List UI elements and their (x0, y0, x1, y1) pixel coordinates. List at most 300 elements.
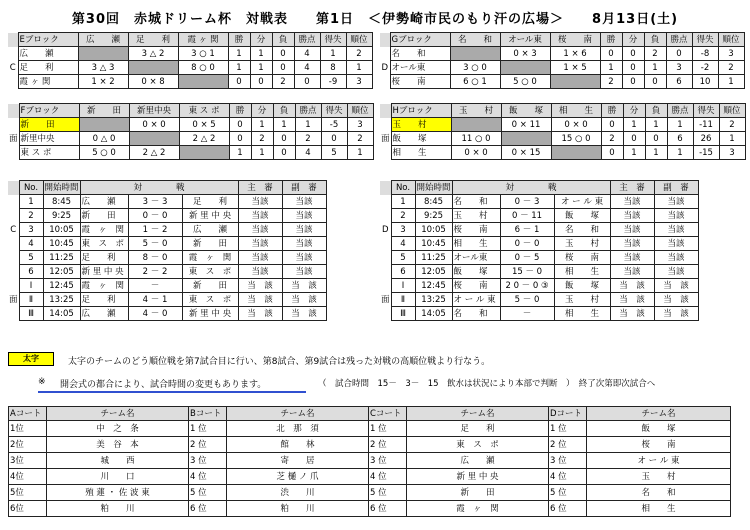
block-cell: 4 (294, 47, 320, 61)
block-header-cell: 得失 (693, 104, 719, 118)
match-cell: 4 － 1 (128, 293, 182, 307)
block-header-row (8, 104, 373, 118)
match-cell: 当該 (238, 223, 282, 237)
block-header-cell: 勝 (229, 104, 251, 118)
block-header-cell: 得失 (321, 104, 347, 118)
match-cell: 相 生 (554, 307, 610, 321)
rank-cell: 3 位 (189, 453, 227, 469)
court-row (9, 437, 731, 453)
court-row (9, 421, 731, 437)
match-cell: 13:25 (415, 293, 452, 307)
schedule-change-note: 開会式の都合により、試合時間の変更もあります。 (60, 380, 267, 390)
match-cell: 足 利 (80, 293, 128, 307)
match-cell: 9:25 (415, 209, 452, 223)
match-row (8, 237, 326, 251)
match-cell: 飯 塚 (554, 279, 610, 293)
schedule-side-label (380, 265, 391, 279)
block-cell: 5 ○ 0 (500, 75, 550, 89)
match-cell: Ⅲ (19, 307, 43, 321)
team-name-cell: 桜 南 (390, 75, 450, 89)
match-cell: 霞 ヶ 関 (80, 223, 128, 237)
block-cell: 4 (294, 61, 320, 75)
block-cell: 0 (666, 47, 692, 61)
schedule-side-label (380, 251, 391, 265)
block-cell: -11 (693, 118, 719, 132)
block-header-cell: 新里中央 (129, 104, 179, 118)
block-side-label (380, 47, 390, 61)
match-cell: 2 － 2 (128, 265, 182, 279)
team-cell: 飯 塚 (587, 421, 731, 437)
block-cell: 0 (601, 118, 623, 132)
block-cell (451, 118, 501, 132)
block-cell: 0 × 0 (551, 118, 601, 132)
court-ranking-table (8, 406, 731, 517)
match-cell: 12:05 (415, 265, 452, 279)
block-header-cell: 順位 (718, 33, 744, 47)
match-cell: 広 瀬 (80, 307, 128, 321)
legend-bold-box: 太字 (8, 352, 54, 366)
block-row (380, 61, 744, 75)
block-header-row (380, 33, 744, 47)
block-cell: 2 (644, 47, 666, 61)
match-row (8, 307, 326, 321)
team-cell: 足 利 (407, 421, 549, 437)
team-cell: 殖 蓮 ・ 佐 波 東 (47, 485, 189, 501)
rank-cell: 1 位 (369, 421, 407, 437)
block-row (8, 47, 372, 61)
match-cell: 11:25 (415, 251, 452, 265)
match-cell: 当 該 (654, 307, 698, 321)
team-cell: 霞 ヶ 関 (407, 501, 549, 517)
match-cell: 12:45 (43, 279, 80, 293)
rank-cell: 6位 (9, 501, 47, 517)
block-cell: 3 (718, 47, 744, 61)
match-row (8, 251, 326, 265)
court-header-cell: Dコート (549, 407, 587, 421)
rank-cell: 2 位 (189, 437, 227, 453)
match-cell: 8 － 0 (128, 251, 182, 265)
block-side-label (380, 104, 391, 118)
block-row (8, 132, 373, 146)
block-cell (450, 47, 500, 61)
block-cell: 0 (272, 61, 294, 75)
match-cell: 14:05 (415, 307, 452, 321)
block-header-cell: 得失 (692, 33, 718, 47)
match-cell: 10:05 (415, 223, 452, 237)
block-cell: 0 (228, 75, 250, 89)
court-header-cell: チーム名 (47, 407, 189, 421)
schedule-table (380, 180, 699, 321)
block-cell: 1 (250, 61, 272, 75)
rank-cell: 1位 (9, 421, 47, 437)
block-header-cell: 負 (644, 33, 666, 47)
match-cell: 名 和 (554, 223, 610, 237)
block-cell: 1 (295, 118, 321, 132)
schedule-side-label (380, 181, 391, 195)
match-cell: 12:45 (415, 279, 452, 293)
match-row (8, 279, 326, 293)
block-cell: 2 △ 2 (179, 132, 229, 146)
block-cell: 0 × 3 (500, 47, 550, 61)
match-cell: 当該 (610, 237, 654, 251)
match-cell: 当 該 (610, 279, 654, 293)
match-cell: 当該 (654, 223, 698, 237)
match-cell: 当該 (238, 195, 282, 209)
block-header-cell: 霞 ヶ 関 (178, 33, 228, 47)
match-row (380, 279, 698, 293)
rank-cell: 3位 (9, 453, 47, 469)
match-cell: 5 － 0 (500, 293, 554, 307)
rank-cell: 5 位 (369, 485, 407, 501)
match-cell: － (500, 307, 554, 321)
block-cell: 15 ○ 0 (551, 132, 601, 146)
block-cell: 0 △ 0 (79, 132, 129, 146)
match-cell: 14:05 (43, 307, 80, 321)
match-cell: 当該 (610, 209, 654, 223)
block-table (380, 32, 745, 89)
match-cell: 11:25 (43, 251, 80, 265)
match-row (380, 307, 698, 321)
match-cell: Ⅱ (391, 293, 415, 307)
schedule-header-cell: 対 戦 (452, 181, 610, 195)
block-cell: 0 × 11 (501, 118, 551, 132)
match-cell: 当該 (238, 251, 282, 265)
rank-cell: 3 位 (549, 453, 587, 469)
rank-cell: 3 位 (369, 453, 407, 469)
block-cell: 4 (295, 146, 321, 160)
match-cell: 当該 (282, 195, 326, 209)
schedule-header-cell: 副 審 (654, 181, 698, 195)
block-cell: 8 (320, 61, 346, 75)
block-header-cell: 勝 (601, 104, 623, 118)
match-cell: 当 該 (610, 293, 654, 307)
schedule-side-label: D (380, 223, 391, 237)
block-cell: 1 (273, 118, 295, 132)
match-cell: 足 利 (80, 251, 128, 265)
rank-cell: 4 位 (549, 469, 587, 485)
team-cell: 川 口 (47, 469, 189, 485)
block-cell (179, 146, 229, 160)
team-cell: 粕 川 (47, 501, 189, 517)
match-cell: 当該 (238, 209, 282, 223)
team-name-cell: 広 瀬 (18, 47, 78, 61)
block-cell (78, 47, 128, 61)
block-cell: 0 (250, 75, 272, 89)
block-header-cell: 順位 (719, 104, 745, 118)
match-cell: 15 － 0 (500, 265, 554, 279)
match-cell: 当 該 (282, 279, 326, 293)
match-cell: Ⅰ (19, 279, 43, 293)
block-side-label (8, 47, 18, 61)
block-cell (178, 75, 228, 89)
block-cell: 0 × 15 (501, 146, 551, 160)
match-cell: 相 生 (554, 265, 610, 279)
match-cell: Ⅱ (19, 293, 43, 307)
rank-cell: 1 位 (189, 421, 227, 437)
match-cell: 当 該 (282, 307, 326, 321)
match-row (380, 195, 698, 209)
block-table (8, 32, 373, 89)
court-header-cell: Cコート (369, 407, 407, 421)
block-header-cell: オール東 (500, 33, 550, 47)
schedule-side-label: C (8, 223, 19, 237)
rank-cell: 2 位 (549, 437, 587, 453)
schedule-side-label (380, 237, 391, 251)
block-header-cell: 負 (272, 33, 294, 47)
match-cell: 飯 塚 (452, 265, 500, 279)
block-cell: 1 (667, 146, 693, 160)
match-cell: 0 － 0 (500, 237, 554, 251)
match-cell: 当該 (610, 195, 654, 209)
block-row (380, 47, 744, 61)
note-mark: ※ (38, 377, 46, 387)
block-side-label (380, 75, 390, 89)
match-cell: 当該 (654, 237, 698, 251)
schedule-side-label (8, 251, 19, 265)
block-cell (500, 61, 550, 75)
block-side-label: D (381, 62, 389, 73)
block-cell: 8 ○ 0 (178, 61, 228, 75)
block-header-cell: 分 (622, 33, 644, 47)
court-row (9, 485, 731, 501)
match-cell: 当該 (610, 265, 654, 279)
match-cell: 13:25 (43, 293, 80, 307)
match-cell: 当 該 (238, 293, 282, 307)
court-header-cell: チーム名 (587, 407, 731, 421)
court-header-cell: Aコート (9, 407, 47, 421)
match-cell: 5 － 0 (128, 237, 182, 251)
schedule-side-label (8, 307, 19, 321)
match-cell: 新 田 (80, 209, 128, 223)
rank-cell: 2 位 (369, 437, 407, 453)
block-header-cell: 飯 塚 (501, 104, 551, 118)
match-cell: 当該 (654, 209, 698, 223)
block-header-cell: 順位 (347, 104, 373, 118)
match-cell: 2 (19, 209, 43, 223)
block-cell: 0 × 0 (451, 146, 501, 160)
match-row (380, 265, 698, 279)
schedule-side-label (8, 209, 19, 223)
block-table (380, 103, 746, 160)
match-cell: オ ー ル 東 (554, 195, 610, 209)
note-underline (38, 391, 306, 393)
schedule-side-label (8, 195, 19, 209)
rank-cell: 6 位 (549, 501, 587, 517)
match-cell: オール東 (452, 251, 500, 265)
match-cell: 9:25 (43, 209, 80, 223)
block-table (8, 103, 374, 160)
match-cell: 1 (391, 195, 415, 209)
match-cell: 当該 (610, 223, 654, 237)
block-cell: 2 (295, 132, 321, 146)
match-cell: 玉 村 (554, 237, 610, 251)
match-cell: 8:45 (415, 195, 452, 209)
team-cell: 城 西 (47, 453, 189, 469)
block-header-cell: 勝 (228, 33, 250, 47)
rank-cell: 6 位 (369, 501, 407, 517)
match-cell: 東 ス ポ (182, 293, 238, 307)
block-header-cell: 分 (251, 104, 273, 118)
block-cell: 0 (272, 47, 294, 61)
match-cell: 12:05 (43, 265, 80, 279)
block-cell: 2 (251, 132, 273, 146)
block-header-cell: 足 利 (128, 33, 178, 47)
rank-cell: 1 位 (549, 421, 587, 437)
block-cell: 1 (320, 47, 346, 61)
rank-cell: 2位 (9, 437, 47, 453)
match-cell: 桜 南 (554, 251, 610, 265)
block-cell: 1 (347, 146, 373, 160)
team-name-cell: オール東 (390, 61, 450, 75)
block-cell: -2 (692, 61, 718, 75)
block-side-label: 面 (381, 133, 390, 144)
match-row (8, 265, 326, 279)
block-cell (129, 132, 179, 146)
match-cell: 0 － 5 (500, 251, 554, 265)
team-cell: 桜 南 (587, 437, 731, 453)
block-side-label (380, 33, 390, 47)
legend-text: 太字のチームのどう順位戦を第7試合目に行い、第8試合、第9試合は残った対戦の高順位戦より行なう。 (68, 357, 491, 367)
block-cell: 3 (347, 118, 373, 132)
block-header-cell: 桜 南 (550, 33, 600, 47)
block-header-cell: 東 ス ポ (179, 104, 229, 118)
block-cell: 1 (228, 47, 250, 61)
block-cell (79, 118, 129, 132)
schedule-side-label (8, 237, 19, 251)
block-cell: -8 (692, 47, 718, 61)
block-cell: 6 ○ 1 (450, 75, 500, 89)
block-cell: 2 (347, 132, 373, 146)
court-header-cell: チーム名 (407, 407, 549, 421)
block-cell (128, 61, 178, 75)
block-cell: 3 △ 2 (128, 47, 178, 61)
match-cell: 10:45 (415, 237, 452, 251)
match-cell: 桜 南 (452, 279, 500, 293)
court-header-row (9, 407, 731, 421)
block-cell: 1 (645, 146, 667, 160)
block-cell: 0 (321, 132, 347, 146)
block-header-cell: 順位 (346, 33, 372, 47)
schedule-side-label: 面 (381, 294, 390, 305)
match-row (380, 293, 698, 307)
match-cell: 当該 (282, 209, 326, 223)
block-cell: 2 (600, 75, 622, 89)
team-cell: 名 和 (587, 485, 731, 501)
block-cell: 1 (346, 61, 372, 75)
team-name-cell: 新 田 (19, 118, 79, 132)
match-cell: 当 該 (654, 293, 698, 307)
team-cell: 中 之 条 (47, 421, 189, 437)
court-header-cell: チーム名 (227, 407, 369, 421)
block-header-cell: Hブロック (391, 104, 451, 118)
block-side-label (8, 75, 18, 89)
match-cell: 当 該 (238, 307, 282, 321)
match-cell: Ⅰ (391, 279, 415, 293)
block-cell: 1 (719, 132, 745, 146)
block-side-label (8, 118, 19, 132)
block-row (380, 132, 745, 146)
block-cell (550, 75, 600, 89)
match-cell: 3 (391, 223, 415, 237)
team-name-cell: 名 和 (390, 47, 450, 61)
team-name-cell: 東 ス ポ (19, 146, 79, 160)
match-cell: 10:45 (43, 237, 80, 251)
match-cell: 霞 ヶ 関 (182, 251, 238, 265)
team-cell: 粕 川 (227, 501, 369, 517)
block-cell (501, 132, 551, 146)
team-cell: 東 ス ポ (407, 437, 549, 453)
block-header-cell: 勝 (600, 33, 622, 47)
block-cell: 2 (719, 118, 745, 132)
match-cell: オ ー ル 東 (452, 293, 500, 307)
block-header-cell: 得失 (320, 33, 346, 47)
schedule-header-row (8, 181, 326, 195)
schedule-table (8, 180, 327, 321)
block-cell: 0 (623, 132, 645, 146)
schedule-side-label: 面 (9, 294, 18, 305)
match-cell: 東 ス ポ (182, 265, 238, 279)
match-cell: 当該 (282, 251, 326, 265)
match-row (380, 251, 698, 265)
block-header-row (8, 33, 372, 47)
match-cell: 玉 村 (554, 293, 610, 307)
block-cell: 3 (719, 146, 745, 160)
team-cell: オ ー ル 東 (587, 453, 731, 469)
block-cell: 0 (622, 75, 644, 89)
block-cell: 2 △ 2 (129, 146, 179, 160)
team-cell: 相 生 (587, 501, 731, 517)
team-name-cell: 玉 村 (391, 118, 451, 132)
schedule-header-cell: 開始時間 (416, 182, 451, 193)
match-cell: 当該 (654, 195, 698, 209)
block-cell (551, 146, 601, 160)
match-cell: 当 該 (238, 279, 282, 293)
block-cell: 3 (346, 75, 372, 89)
match-cell: 新 里 中 央 (182, 209, 238, 223)
team-cell: 北 那 須 (227, 421, 369, 437)
team-name-cell: 飯 塚 (391, 132, 451, 146)
schedule-header-cell: 副 審 (282, 181, 326, 195)
block-cell: 0 (273, 132, 295, 146)
block-cell: 2 (346, 47, 372, 61)
block-header-cell: Fブロック (19, 104, 79, 118)
match-cell: 1 － 2 (128, 223, 182, 237)
match-cell: 2 (391, 209, 415, 223)
match-cell: 飯 塚 (554, 209, 610, 223)
court-header-cell: Bコート (189, 407, 227, 421)
team-cell: 館 林 (227, 437, 369, 453)
schedule-side-label (380, 307, 391, 321)
schedule-side-label (380, 279, 391, 293)
match-cell: 当該 (282, 237, 326, 251)
team-name-cell: 相 生 (391, 146, 451, 160)
block-cell: 0 (229, 132, 251, 146)
block-side-label (380, 118, 391, 132)
block-cell: 10 (692, 75, 718, 89)
block-header-cell: 負 (645, 104, 667, 118)
block-side-label: C (8, 61, 18, 75)
block-cell: 1 (250, 47, 272, 61)
match-cell: 4 (391, 237, 415, 251)
rank-cell: 6 位 (189, 501, 227, 517)
match-cell: 新 田 (182, 237, 238, 251)
block-cell: 3 △ 3 (78, 61, 128, 75)
match-cell: 玉 村 (452, 209, 500, 223)
block-cell: 1 (644, 61, 666, 75)
block-cell: 0 (622, 47, 644, 61)
rank-cell: 4 位 (369, 469, 407, 485)
match-cell: 0 － 0 (128, 209, 182, 223)
